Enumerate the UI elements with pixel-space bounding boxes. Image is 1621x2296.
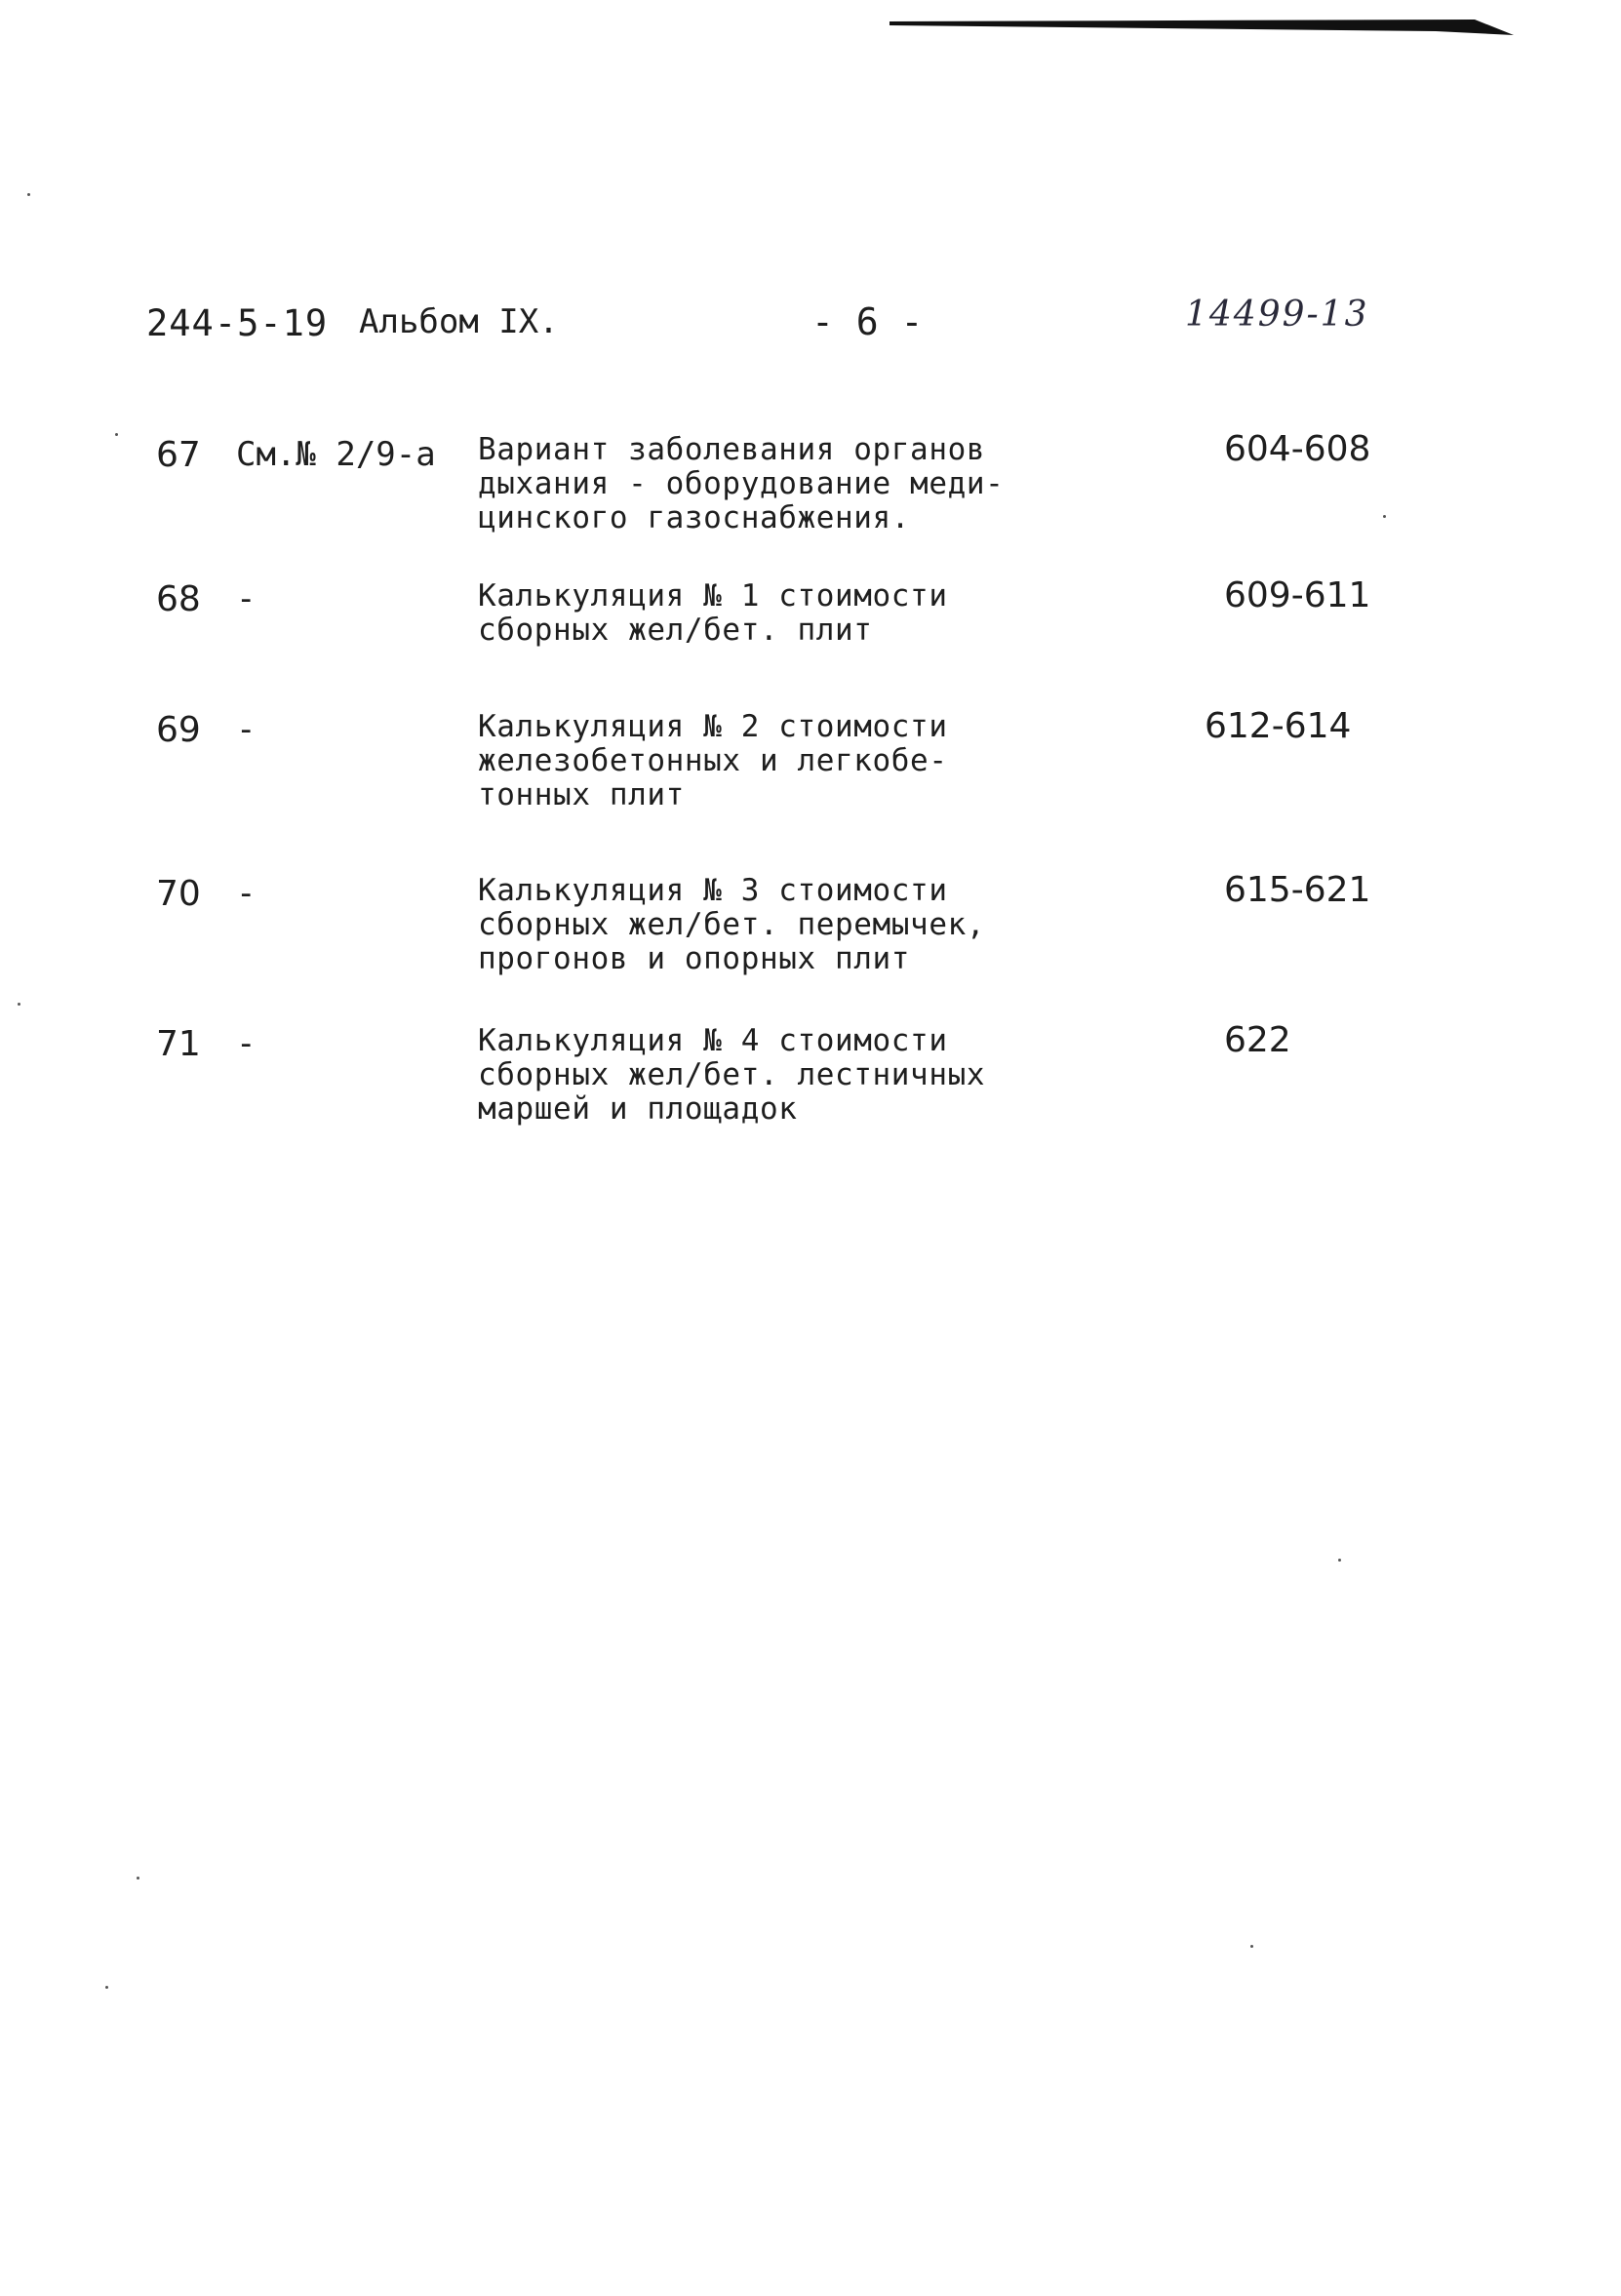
entry-description: Калькуляция № 4 стоимости сборных жел/бет. лестничных маршей и площадок: [478, 1023, 986, 1127]
scan-speck: [1338, 1559, 1341, 1562]
doc-code: 244-5-19: [146, 302, 329, 344]
entry-number: 68: [156, 579, 201, 619]
entry-number: 70: [156, 874, 201, 914]
entry-number: 71: [156, 1024, 201, 1064]
handwritten-code: 14499-13: [1185, 295, 1369, 335]
entry-reference: См.№ 2/9-а: [236, 435, 436, 474]
entry-reference: -: [236, 874, 257, 913]
entry-number: 69: [156, 710, 201, 750]
entry-number: 67: [156, 435, 201, 475]
entry-pages: 622: [1224, 1020, 1291, 1060]
scan-speck: [115, 433, 118, 436]
entry-description: Калькуляция № 3 стоимости сборных жел/бет. перемычек, прогонов и опорных плит: [478, 873, 986, 976]
scan-speck: [1383, 515, 1386, 518]
scan-speck: [1250, 1945, 1253, 1948]
entry-description: Калькуляция № 1 стоимости сборных жел/бет. плит: [478, 578, 948, 648]
scan-edge-stroke: [890, 18, 1514, 39]
scan-speck: [137, 1877, 139, 1880]
page-header: [0, 295, 1621, 343]
entry-reference: -: [236, 710, 257, 749]
scan-speck: [27, 193, 30, 196]
scan-speck: [105, 1986, 108, 1989]
album-label: Альбом IX.: [359, 302, 559, 341]
page-number: - 6 -: [811, 300, 924, 343]
entry-reference: -: [236, 579, 257, 618]
entry-description: Вариант заболевания органов дыхания - оборудование меди- цинского газоснабжения.: [478, 432, 1005, 535]
entry-pages: 604-608: [1224, 429, 1371, 469]
entry-pages: 609-611: [1224, 575, 1371, 615]
entry-pages: 612-614: [1205, 706, 1352, 746]
entry-description: Калькуляция № 2 стоимости железобетонных и легкобе- тонных плит: [478, 709, 948, 812]
entry-reference: -: [236, 1024, 257, 1063]
entry-pages: 615-621: [1224, 870, 1371, 910]
scan-speck: [18, 1003, 20, 1006]
